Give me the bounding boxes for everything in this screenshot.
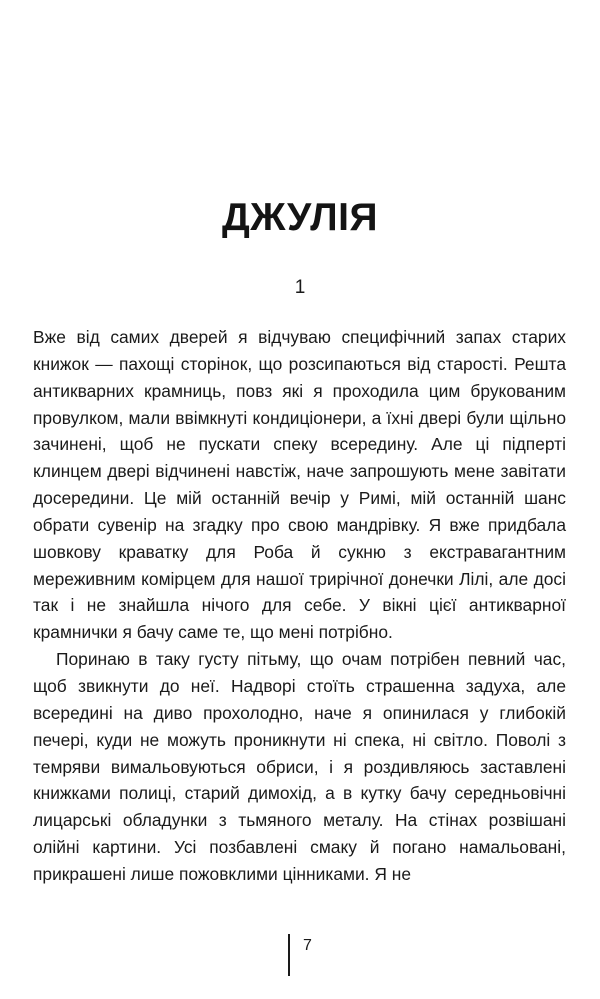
- chapter-title: ДЖУЛІЯ: [221, 196, 378, 240]
- page-number: 7: [303, 937, 312, 954]
- body-paragraph: Поринаю в таку густу пітьму, що очам потрібен певний час, щоб звикнути до неї. Надворі стоїть страшенна задуха, але всередині на диво прохолодно, наче я опинилася у глибокій печері, куди не можуть проникнути ні спека, ні світло. Поволі з темряви вимальовуються обриси, і я роздивляюсь заставлені книжками полиці, старий димохід, а в кутку бачу середньовічні лицарські обладунки з тьмяного металу. На стінах розвішані олійні картини. Усі позбавлені смаку й погано намальовані, прикрашені лише пожовклими цінниками. Я не: [33, 649, 566, 884]
- page-footer: [0, 934, 600, 976]
- folio-rule-divider: [288, 934, 290, 976]
- body-paragraph: Вже від самих дверей я відчуваю специфічний запах старих книжок — пахощі сторінок, що розсипаються від старості. Решта антикварних крамниць, повз які я проходила цим брукованим провулком, мали ввімкнуті кондиціонери, а їхні двері були щільно зачинені, щоб не пускати спеку всередину. Але ці підперті клинцем двері відчинені навстіж, наче запрошують мене завітати досередини. Це мій останній вечір у Римі, мій останній шанс обрати сувенір на згадку про свою мандрівку. Я вже придбала шовкову краватку для Роба й сукню з екстравагантним мереживним комірцем для нашої трирічної донечки Лілі, але досі так і не знайшла нічого для себе. У вікні цієї антикварної крамнички я бачу саме те, що мені потрібно.: [33, 327, 566, 643]
- body-text-block: [33, 324, 566, 888]
- chapter-number: 1: [294, 277, 306, 298]
